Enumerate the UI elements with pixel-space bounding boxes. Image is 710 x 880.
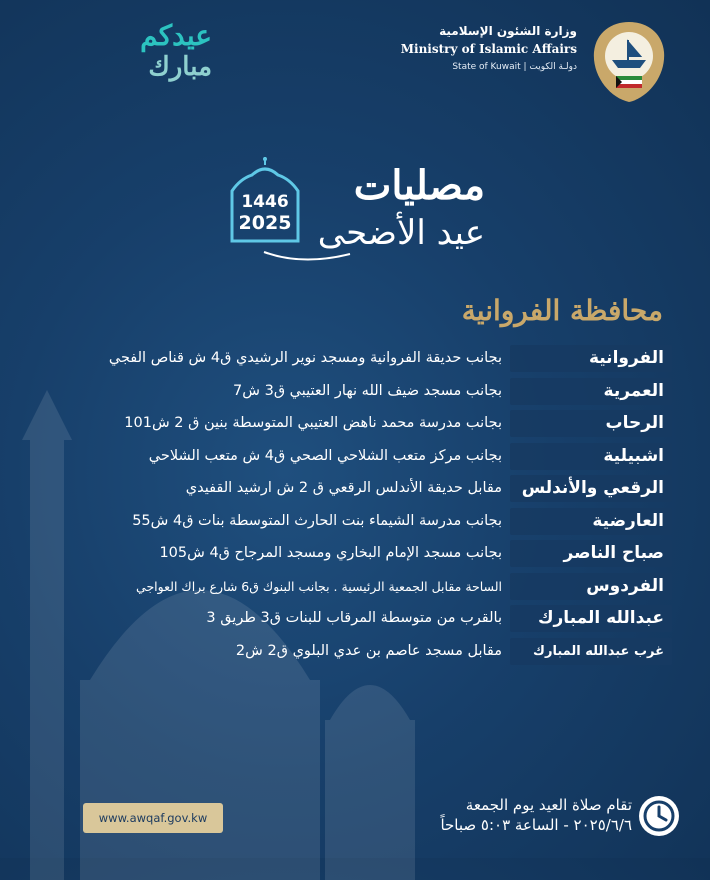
area-name: الفردوس [586, 575, 664, 596]
location-text: بالقرب من متوسطة المرقاب للبنات ق3 طريق 3 [206, 610, 502, 626]
ministry-name-ar: وزارة الشئون الإسلامية [439, 24, 577, 38]
location-text: بجانب مركز متعب الشلاحي الصحي ق4 ش متعب الشلاحي [148, 447, 502, 464]
locations-list [32, 343, 672, 668]
gregorian-year: 2025 [238, 212, 292, 234]
location-row [32, 538, 672, 571]
website-link[interactable]: www.awqaf.gov.kw [83, 803, 223, 833]
location-text: بجانب حديقة الفروانية ومسجد نوير الرشيدي ق4 ش قناص الفجي [108, 350, 502, 366]
title-sub: عيد الأضحى [317, 213, 485, 253]
clock-icon [638, 795, 680, 837]
location-row [32, 636, 672, 669]
location-text: بجانب مسجد ضيف الله نهار العتيبي ق3 ش7 [233, 382, 502, 399]
prayer-line2: ٢٠٢٥/٦/٦ - الساعة ٥:٠٣ صباحاً [440, 816, 632, 834]
location-text: مقابل حديقة الأندلس الرقعي ق 2 ش ارشيد القفيدي [185, 480, 502, 496]
greeting-line2: مبارك [148, 52, 212, 82]
location-text: بجانب مدرسة الشيماء بنت الحارث المتوسطة بنات ق4 ش55 [132, 512, 502, 529]
location-text: بجانب مدرسة محمد ناهض العتيبي المتوسطة بنين ق 2 ش101 [124, 415, 502, 431]
location-row [32, 571, 672, 604]
area-name: الفروانية [588, 348, 664, 368]
title-main: مصليات [353, 162, 485, 209]
area-name: عبدالله المبارك [537, 608, 664, 628]
prayer-line1: تقام صلاة العيد يوم الجمعة [465, 796, 632, 814]
location-row [32, 343, 672, 376]
area-name: غرب عبدالله المبارك [533, 643, 664, 659]
ministry-name-en: Ministry of Islamic Affairs [400, 42, 577, 56]
location-row [32, 473, 672, 506]
location-row [32, 506, 672, 539]
state-line: State of Kuwait | دولـة الكويت [452, 62, 577, 72]
eid-greeting [32, 20, 222, 82]
location-text: بجانب مسجد الإمام البخاري ومسجد المرجاح ق4 ش105 [159, 545, 502, 561]
area-name: العارضية [592, 510, 664, 531]
title-swash-icon [262, 248, 352, 264]
location-row [32, 603, 672, 636]
area-name: العمرية [603, 380, 664, 401]
area-name: الرقعي والأندلس [521, 478, 664, 498]
area-name: الرحاب [605, 413, 664, 433]
prayer-time-note [440, 796, 632, 834]
area-name: اشبيلية [603, 445, 664, 466]
ministry-header [401, 24, 577, 72]
location-row [32, 441, 672, 474]
kuwait-emblem-icon [588, 18, 670, 104]
governorate-heading: محافظة الفروانية [461, 294, 663, 327]
location-text: مقابل مسجد عاصم بن عدي البلوي ق2 ش2 [235, 642, 502, 659]
location-row [32, 376, 672, 409]
greeting-line1: عيدكم [140, 19, 212, 52]
location-row [32, 408, 672, 441]
hijri-year: 1446 [241, 192, 289, 212]
area-name: صباح الناصر [563, 543, 664, 563]
location-text: الساحة مقابل الجمعية الرئيسية . بجانب البنوك ق6 شارع براك العواجي [136, 578, 502, 594]
